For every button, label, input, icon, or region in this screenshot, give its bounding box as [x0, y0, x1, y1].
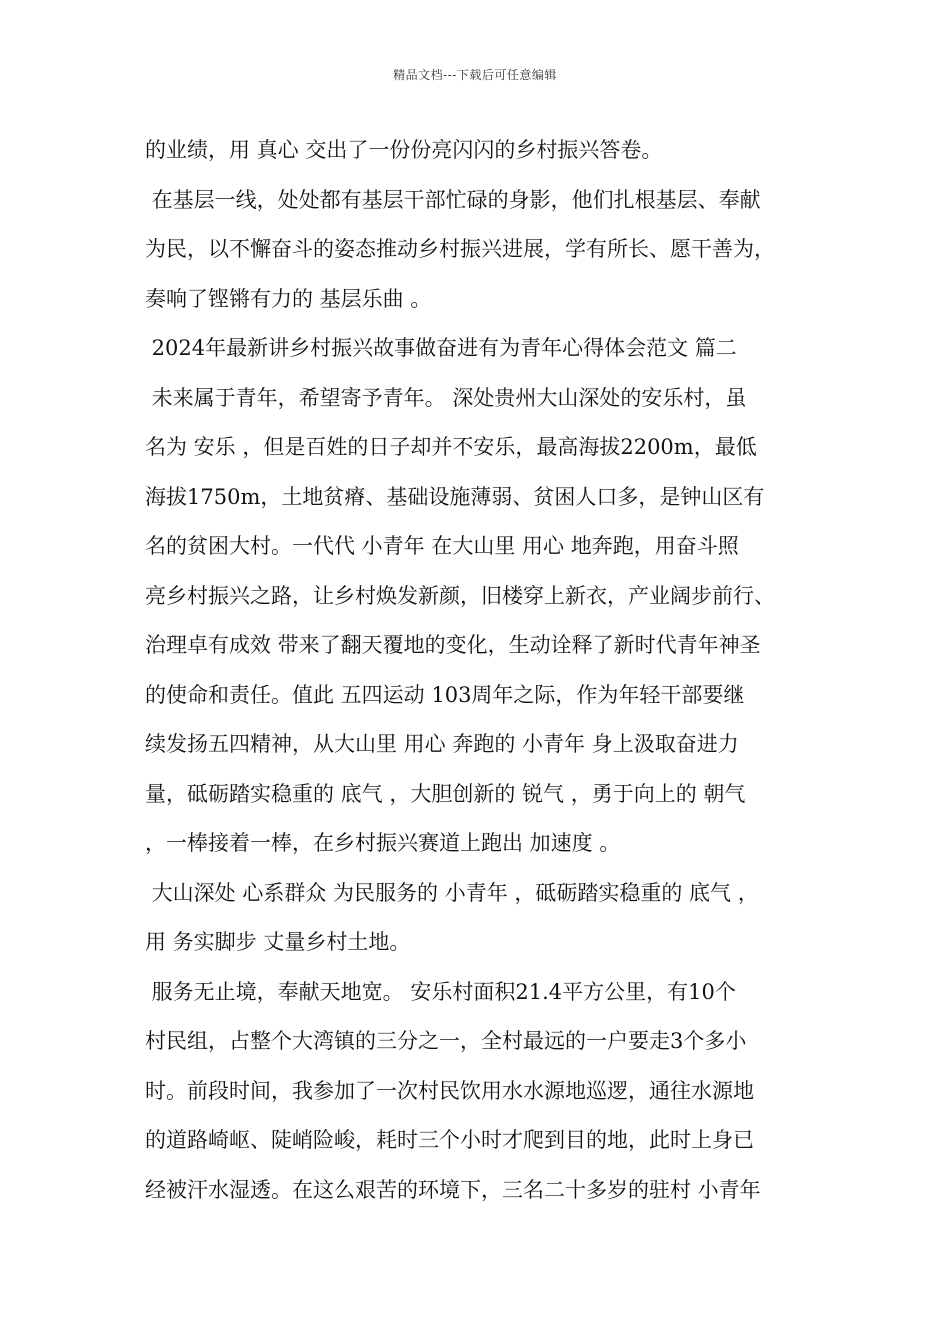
text-line: 名的贫困大村。一代代 小青年 在大山里 用心 地奔跑，用奋斗照	[145, 534, 739, 558]
section-heading: 2024年最新讲乡村振兴故事做奋进有为青年心得体会范文 篇二	[145, 336, 737, 360]
text-line: 服务无止境，奉献天地宽。 安乐村面积21.4平方公里，有10个	[145, 979, 736, 1004]
text-line: 用 务实脚步 丈量乡村土地。	[145, 930, 411, 954]
text-line: 奏响了铿锵有力的 基层乐曲 。	[145, 286, 432, 311]
text-line: 海拔1750m，土地贫瘠、基础设施薄弱、贫困人口多，是钟山区有	[145, 484, 765, 509]
text-line: 时。前段时间，我参加了一次村民饮用水水源地巡逻，通往水源地	[145, 1078, 754, 1103]
text-line: 经被汗水湿透。在这么艰苦的环境下，三名二十多岁的驻村 小青年	[145, 1177, 761, 1202]
text-line: 名为 安乐 ，但是百姓的日子却并不安乐，最高海拔2200m，最低	[145, 435, 757, 459]
text-line: 的道路崎岖、陡峭险峻，耗时三个小时才爬到目的地，此时上身已	[145, 1128, 754, 1152]
text-line: 治理卓有成效 带来了翻天覆地的变化，生动诠释了新时代青年神圣	[145, 633, 761, 657]
text-line: ，一棒接着一棒，在乡村振兴赛道上跑出 加速度 。	[145, 831, 621, 855]
text-line: 在基层一线，处处都有基层干部忙碌的身影，他们扎根基层、奉献	[145, 187, 761, 212]
text-line: 续发扬五四精神，从大山里 用心 奔跑的 小青年 身上汲取奋进力	[145, 732, 739, 756]
text-line: 的使命和责任。值此 五四运动 103周年之际，作为年轻干部要继	[145, 682, 745, 707]
document-body	[145, 126, 825, 1215]
text-line: 的业绩，用 真心 交出了一份份亮闪闪的乡村振兴答卷。	[145, 138, 663, 162]
text-line: 村民组，占整个大湾镇的三分之一，全村最远的一户要走3个多小	[145, 1029, 747, 1053]
text-line: 未来属于青年，希望寄予青年。 深处贵州大山深处的安乐村，虽	[145, 385, 747, 410]
text-line: 量，砥砺踏实稳重的 底气 ，大胆创新的 锐气 ，勇于向上的 朝气	[145, 781, 746, 806]
text-line: 为民，以不懈奋斗的姿态推动乡村振兴进展，学有所长、愿干善为，	[145, 237, 775, 261]
text-line: 大山深处 心系群众 为民服务的 小青年 ，砥砺踏实稳重的 底气 ，	[145, 880, 759, 905]
text-line: 亮乡村振兴之路，让乡村焕发新颜，旧楼穿上新衣，产业阔步前行、	[145, 583, 775, 608]
page-header: 精品文档---下载后可任意编辑	[393, 68, 557, 82]
